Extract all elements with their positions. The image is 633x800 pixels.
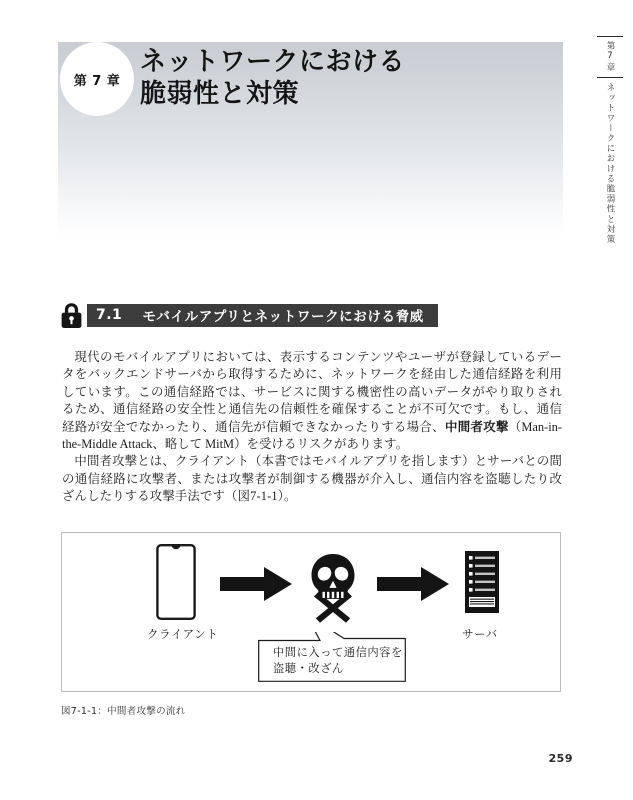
chapter-title [140, 46, 540, 110]
arrow-right-icon [377, 567, 449, 601]
chapter-badge [60, 42, 134, 116]
paragraph-2: 中間者攻撃とは、クライアント（本書ではモバイルアプリを指します）とサーバとの間の通信経路に攻撃者、または攻撃者が制御する機器が介入し、通信内容を盗聴したり改ざんしたりする攻撃手法です（図7-1-1）。 [62, 454, 562, 504]
chapter-badge-label: 第 7 章 [73, 73, 121, 89]
chapter-title-line-1: ネットワークにおける [140, 47, 406, 77]
figure-7-1-1 [61, 532, 561, 692]
section-title: モバイルアプリとネットワークにおける脅威 [142, 309, 424, 325]
figure-callout-line-2: 盗聴・改ざん [273, 663, 344, 675]
section-number: 7.1 [96, 307, 123, 323]
page-number: 259 [548, 752, 573, 765]
paragraph-1-bold-term: 中間者攻撃 [444, 419, 509, 434]
section-heading [60, 301, 438, 329]
running-head-tab [597, 36, 623, 246]
running-head-title: ネットワークにおける脆弱性と対策 [605, 82, 615, 245]
chapter-title-line-2: 脆弱性と対策 [140, 79, 300, 109]
figure-callout-text [273, 645, 403, 677]
running-head-chapter: 第7章 [605, 41, 615, 73]
lock-icon [60, 302, 83, 329]
figure-callout-line-1: 中間に入って通信内容を [273, 647, 403, 659]
arrow-right-icon [220, 567, 292, 601]
figure-callout [258, 632, 406, 682]
paragraph-1 [62, 349, 562, 453]
figure-client-label: クライアント [147, 629, 219, 641]
figure-server-label: サーバ [462, 629, 498, 641]
figure-caption: 図7-1-1：中間者攻撃の流れ [61, 706, 186, 717]
paragraph-1-part-1: 現代のモバイルアプリにおいては、表示するコンテンツやユーザが登録しているデータをバックエンドサーバから取得するために、ネットワークを経由した通信経路を利用しています。この通信経路では、サービスに関する機密性の高いデータがやり取りされるため、通信経路の安全性と通信先の信頼性を確保することが不可欠です。もし、通信経路が安全でなかったり、通信先が信頼できなかったりする場合、 [62, 350, 562, 434]
body-copy [62, 349, 562, 506]
smartphone-icon [156, 543, 196, 621]
section-heading-bar [87, 304, 438, 327]
paragraph-1-parenthetical: （Man-in-the-Middle Attack、略して MitM） [62, 419, 562, 452]
skull-crossbones-icon [302, 553, 364, 623]
paragraph-1-part-2: を受けるリスクがあります。 [246, 437, 409, 452]
server-rack-icon [465, 551, 499, 613]
